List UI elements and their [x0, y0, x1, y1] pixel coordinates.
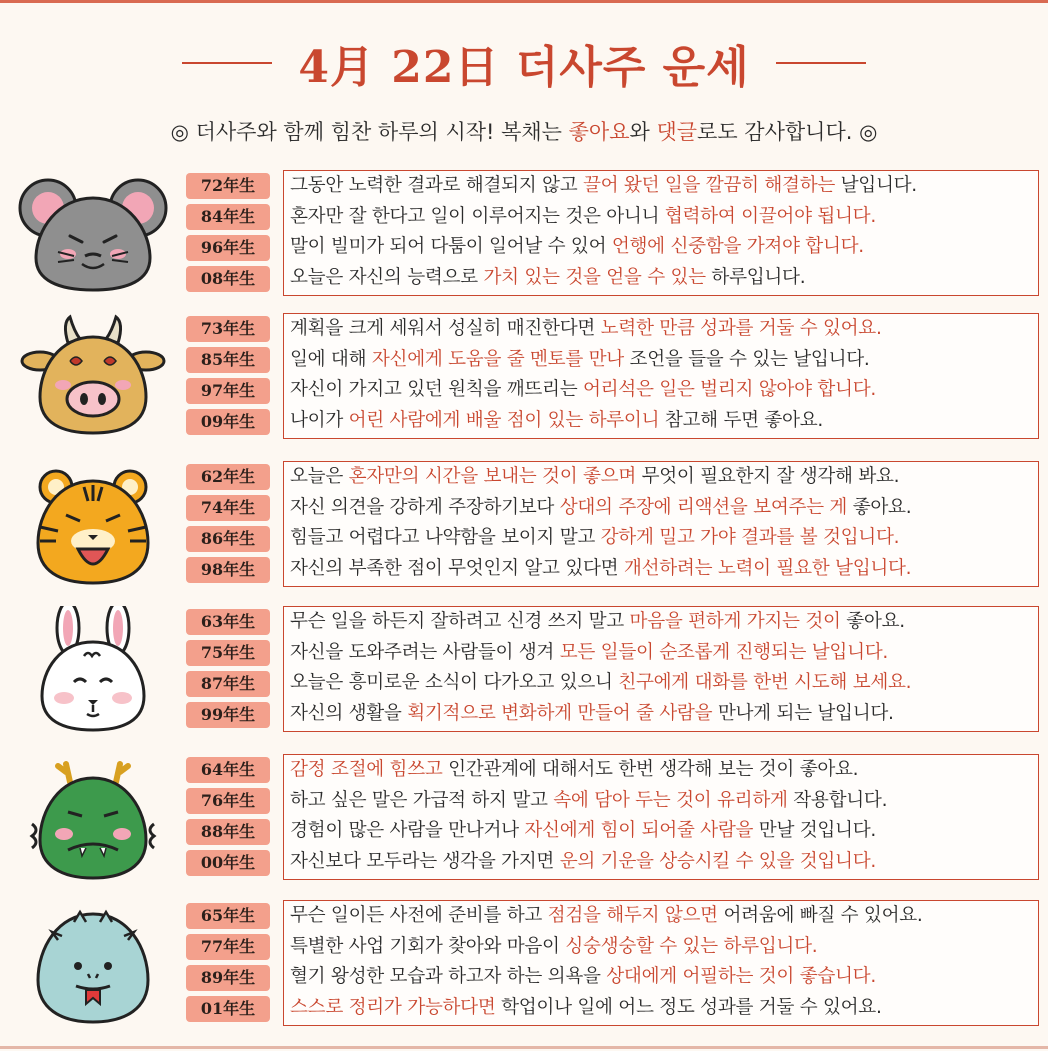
highlight: 협력하여 이끌어야 됩니다. [664, 205, 876, 227]
highlight: 혼자만의 시간을 보내는 것이 좋으며 [348, 466, 636, 487]
fortune-box [283, 170, 1039, 296]
highlight: 모든 일들이 순조롭게 진행되는 날입니다. [559, 641, 889, 663]
text: 경험이 많은 사람을 만나거나 [290, 820, 525, 841]
text: 어려움에 빠질 수 있어요. [717, 905, 923, 926]
highlight: 운의 기운을 상승시킬 수 있을 것입니다. [559, 850, 876, 872]
year-badge: 08年生 [186, 266, 270, 292]
fortune-line [284, 638, 1038, 669]
highlight: 싱숭생숭할 수 있는 하루입니다. [565, 935, 818, 957]
text: 그동안 노력한 결과로 해결되지 않고 [290, 175, 583, 196]
subtitle-mid: 와 [629, 120, 657, 144]
fortune-row-dragon [0, 754, 1048, 889]
text: 좋아요. [847, 496, 912, 518]
birth-years [186, 316, 274, 440]
highlight: 획기적으로 변화하게 만들어 줄 사람을 [407, 702, 713, 724]
dragon-icon [18, 754, 168, 889]
year-badge: 96年生 [186, 235, 270, 261]
year-badge: 88年生 [186, 819, 270, 845]
text: 인간관계에 대해서도 한번 생각해 보는 것이 좋아요. [442, 759, 859, 780]
fortune-box [283, 461, 1039, 587]
text: 특별한 사업 기회가 찾아와 마음이 [290, 935, 566, 957]
highlight: 속에 담아 두는 것이 유리하게 [553, 789, 788, 811]
birth-years [186, 173, 274, 297]
tiger-icon [18, 461, 168, 596]
fortune-line [284, 901, 1038, 932]
fortune-box [283, 313, 1039, 439]
title-rule-right [776, 62, 866, 64]
ox-icon [18, 313, 168, 448]
text: 자신이 가지고 있던 원칙을 깨뜨리는 [290, 379, 583, 400]
birth-years [186, 903, 274, 1027]
snake-icon [18, 900, 168, 1035]
fortune-line [284, 607, 1038, 638]
fortune-row-snake [0, 900, 1048, 1035]
title-rule-left [182, 62, 272, 64]
fortune-line [284, 699, 1038, 730]
fortune-line [284, 554, 1038, 585]
fortune-line [284, 668, 1038, 699]
fortune-line [284, 847, 1038, 878]
year-badge: 77年生 [186, 934, 270, 960]
text: 무슨 일이든 사전에 준비를 하고 [290, 905, 548, 926]
highlight: 마음을 편하게 가지는 것이 [629, 611, 841, 632]
highlight: 어린 사람에게 배울 점이 있는 하루이니 [348, 409, 660, 431]
year-badge: 73年生 [186, 316, 270, 342]
year-badge: 84年生 [186, 204, 270, 230]
year-badge: 09年生 [186, 409, 270, 435]
page-title: 4月 22日 더사주 운세 [298, 42, 750, 93]
year-badge: 72年生 [186, 173, 270, 199]
year-badge: 76年生 [186, 788, 270, 814]
header [0, 28, 1048, 98]
fortune-line [284, 816, 1038, 847]
year-badge: 86年生 [186, 526, 270, 552]
fortune-row-rabbit [0, 606, 1048, 741]
fortune-row-rat [0, 170, 1048, 305]
year-badge: 64年生 [186, 757, 270, 783]
highlight: 스스로 정리가 가능하다면 [290, 996, 496, 1018]
year-badge: 01年生 [186, 996, 270, 1022]
text: 일에 대해 [290, 348, 372, 370]
fortune-row-ox [0, 313, 1048, 448]
text: 자신을 도와주려는 사람들이 생겨 [290, 641, 560, 663]
fortune-line [284, 993, 1038, 1024]
fortune-line [284, 263, 1038, 294]
highlight: 가치 있는 것을 얻을 수 있는 [483, 266, 706, 288]
fortune-line [284, 314, 1038, 345]
text: 나이가 [290, 409, 349, 431]
text: 좋아요. [840, 611, 905, 632]
birth-years [186, 757, 274, 881]
text: 날입니다. [835, 175, 917, 196]
text: 자신 의견을 강하게 주장하기보다 [290, 496, 560, 518]
year-badge: 98年生 [186, 557, 270, 583]
text: 말이 빌미가 되어 다툼이 일어날 수 있어 [290, 236, 612, 257]
text: 계획을 크게 세워서 성실히 매진한다면 [290, 318, 601, 339]
fortune-line [284, 232, 1038, 263]
fortune-line [284, 523, 1038, 554]
text: 혈기 왕성한 모습과 하고자 하는 의욕을 [290, 966, 607, 987]
year-badge: 85年生 [186, 347, 270, 373]
highlight: 언행에 신중함을 가져야 합니다. [611, 236, 864, 257]
year-badge: 00年生 [186, 850, 270, 876]
highlight: 상대의 주장에 리액션을 보여주는 게 [559, 496, 848, 518]
fortune-line [284, 462, 1038, 493]
text: 작용합니다. [787, 789, 888, 811]
highlight: 강하게 밀고 가야 결과를 볼 것입니다. [600, 527, 900, 548]
text: 만나게 되는 날입니다. [712, 702, 894, 724]
subtitle-like: 좋아요 [568, 120, 630, 144]
year-badge: 62年生 [186, 464, 270, 490]
fortune-line [284, 202, 1038, 233]
highlight: 개선하려는 노력이 필요한 날입니다. [623, 557, 912, 579]
fortune-row-tiger [0, 461, 1048, 596]
highlight: 감정 조절에 힘쓰고 [290, 759, 443, 780]
text: 자신의 부족한 점이 무엇인지 알고 있다면 [290, 557, 624, 579]
text: 자신의 생활을 [290, 702, 408, 724]
subtitle [0, 116, 1048, 146]
fortune-line [284, 786, 1038, 817]
rabbit-icon [18, 606, 168, 741]
fortune-line [284, 962, 1038, 993]
highlight: 친구에게 대화를 한번 시도해 보세요. [618, 672, 912, 693]
year-badge: 75年生 [186, 640, 270, 666]
fortune-line [284, 755, 1038, 786]
birth-years [186, 609, 274, 733]
text: 하고 싶은 말은 가급적 하지 말고 [290, 789, 554, 811]
subtitle-prefix: ◎ 더사주와 함께 힘찬 하루의 시작! 복채는 [170, 120, 569, 144]
subtitle-comment: 댓글 [656, 120, 698, 144]
rat-icon [18, 170, 168, 305]
fortune-box [283, 606, 1039, 732]
year-badge: 65年生 [186, 903, 270, 929]
fortune-box [283, 900, 1039, 1026]
year-badge: 63年生 [186, 609, 270, 635]
fortune-line [284, 493, 1038, 524]
birth-years [186, 464, 274, 588]
highlight: 상대에게 어필하는 것이 좋습니다. [606, 966, 876, 987]
text: 오늘은 자신의 능력으로 [290, 266, 484, 288]
text: 학업이나 일에 어느 정도 성과를 거둘 수 있어요. [495, 996, 882, 1018]
highlight: 자신에게 도움을 줄 멘토를 만나 [371, 348, 624, 370]
text: 힘들고 어렵다고 나약함을 보이지 말고 [290, 527, 601, 548]
text: 자신보다 모두라는 생각을 가지면 [290, 850, 560, 872]
highlight: 자신에게 힘이 되어줄 사람을 [524, 820, 754, 841]
text: 하루입니다. [705, 266, 806, 288]
year-badge: 99年生 [186, 702, 270, 728]
highlight: 어리석은 일은 벌리지 않아야 합니다. [582, 379, 876, 400]
fortune-line [284, 345, 1038, 376]
year-badge: 87年生 [186, 671, 270, 697]
year-badge: 89年生 [186, 965, 270, 991]
bottom-border [0, 1046, 1048, 1049]
highlight: 노력한 만큼 성과를 거둘 수 있어요. [600, 318, 882, 339]
text: 무슨 일을 하든지 잘하려고 신경 쓰지 말고 [290, 611, 630, 632]
fortune-box [283, 754, 1039, 880]
year-badge: 74年生 [186, 495, 270, 521]
text: 참고해 두면 좋아요. [659, 409, 823, 431]
fortune-line [284, 171, 1038, 202]
text: 오늘은 흥미로운 소식이 다가오고 있으니 [290, 672, 619, 693]
text: 오늘은 [290, 466, 349, 487]
text: 만날 것입니다. [753, 820, 876, 841]
highlight: 점검을 해두지 않으면 [547, 905, 718, 926]
text: 조언을 들을 수 있는 날입니다. [623, 348, 870, 370]
year-badge: 97年生 [186, 378, 270, 404]
top-border [0, 0, 1048, 3]
text: 혼자만 잘 한다고 일이 이루어지는 것은 아니니 [290, 205, 665, 227]
text: 무엇이 필요한지 잘 생각해 봐요. [635, 466, 900, 487]
fortune-line [284, 406, 1038, 437]
fortune-line [284, 932, 1038, 963]
highlight: 끌어 왔던 일을 깔끔히 해결하는 [582, 175, 836, 196]
fortune-line [284, 375, 1038, 406]
subtitle-suffix: 로도 감사합니다. ◎ [697, 120, 878, 144]
